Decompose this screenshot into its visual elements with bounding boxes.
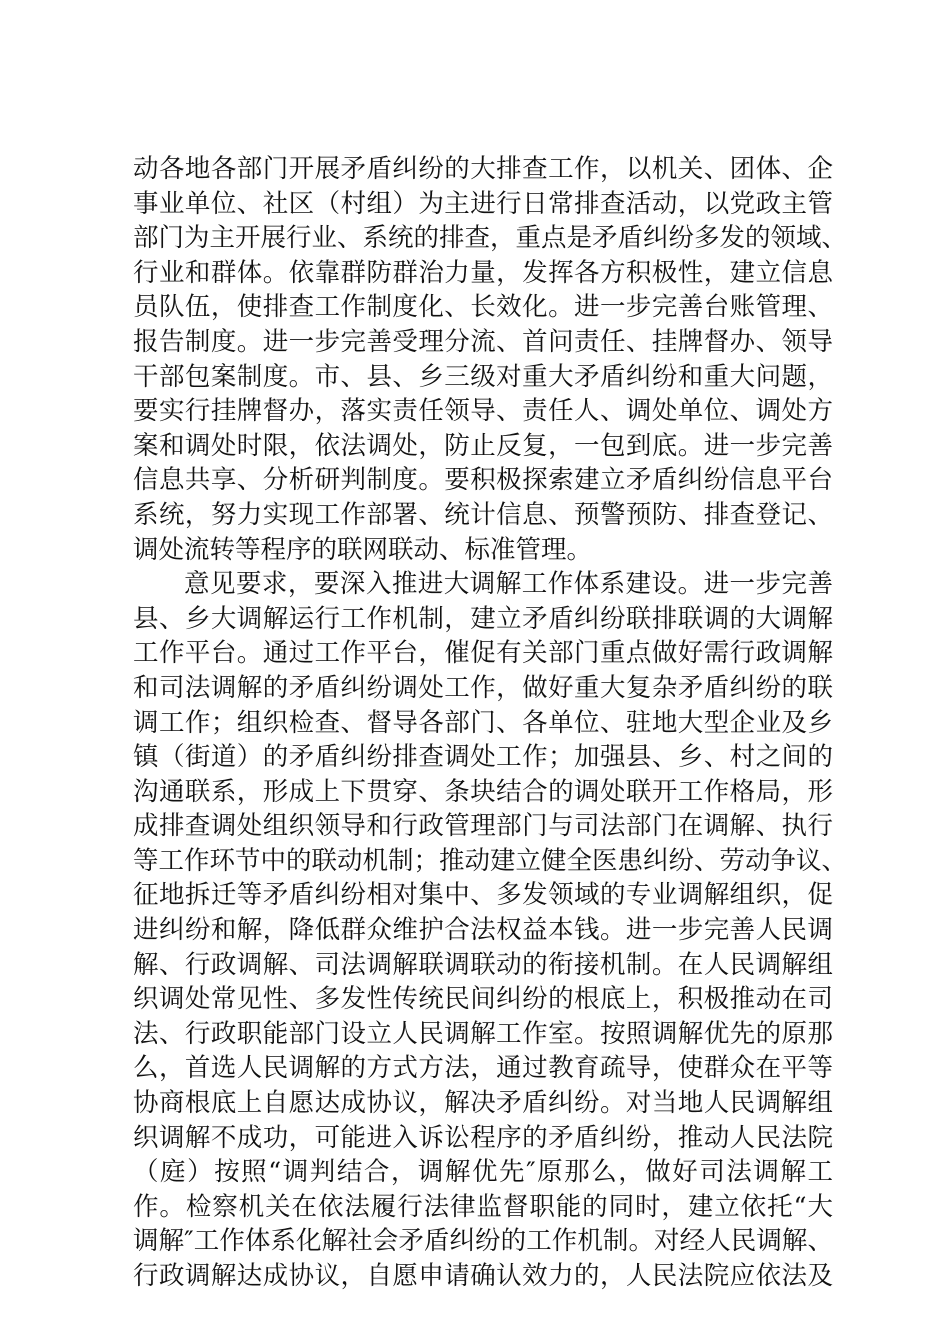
text-line: 等工作环节中的联动机制；推动建立健全医患纠纷、劳动争议、 — [133, 845, 848, 876]
text-line: 事业单位、社区（村组）为主进行日常排查活动，以党政主管 — [133, 188, 833, 219]
text-line: 动各地各部门开展矛盾纠纷的大排查工作，以机关、团体、企 — [133, 154, 833, 184]
text-line: 报告制度。进一步完善受理分流、首问责任、挂牌督办、领导 — [133, 326, 833, 357]
document-body — [133, 152, 848, 1294]
text-line: （庭）按照“调判结合，调解优先″原那么，做好司法调解工 — [133, 1157, 833, 1188]
text-line: 织调处常见性、多发性传统民间纠纷的根底上，积极推动在司 — [133, 984, 833, 1015]
text-line: 调解″工作体系化解社会矛盾纠纷的工作机制。对经人民调解、 — [133, 1226, 833, 1257]
text-line: 征地拆迁等矛盾纠纷相对集中、多发领域的专业调解组织，促 — [133, 880, 833, 911]
text-line: 案和调处时限，依法调处，防止反复，一包到底。进一步完善 — [133, 430, 833, 461]
text-line: 要实行挂牌督办，落实责任领导、责任人、调处单位、调处方 — [133, 396, 833, 427]
text-line: 调工作；组织检查、督导各部门、各单位、驻地大型企业及乡 — [133, 707, 833, 738]
text-line: 沟通联系，形成上下贯穿、条块结合的调处联开工作格局，形 — [133, 776, 833, 807]
text-line: 织调解不成功，可能进入诉讼程序的矛盾纠纷，推动人民法院 — [133, 1122, 833, 1153]
text-line: 行政调解达成协议，自愿申请确认效力的，人民法院应依法及 — [133, 1261, 833, 1291]
text-line: 县、乡大调解运行工作机制，建立矛盾纠纷联排联调的大调解 — [133, 603, 833, 634]
text-line: 和司法调解的矛盾纠纷调处工作，做好重大复杂矛盾纠纷的联 — [133, 672, 833, 703]
text-line: 协商根底上自愿达成协议，解决矛盾纠纷。对当地人民调解组 — [133, 1088, 833, 1119]
paragraph-1 — [133, 152, 848, 567]
text-line: 意见要求，要深入推进大调解工作体系建设。进一步完善 — [184, 569, 833, 600]
text-line: 信息共享、分析研判制度。要积极探索建立矛盾纠纷信息平台 — [133, 465, 833, 496]
text-line: 调处流转等程序的联网联动、标准管理。 — [133, 534, 593, 565]
text-line: 干部包案制度。市、县、乡三级对重大矛盾纠纷和重大问题， — [133, 361, 833, 392]
text-line: 么，首选人民调解的方式方法，通过教育疏导，使群众在平等 — [133, 1053, 833, 1084]
text-line: 进纠纷和解，降低群众维护合法权益本钱。进一步完善人民调 — [133, 915, 833, 946]
text-line: 解、行政调解、司法调解联调联动的衔接机制。在人民调解组 — [133, 949, 833, 980]
text-line: 镇（街道）的矛盾纠纷排查调处工作；加强县、乡、村之间的 — [133, 742, 833, 773]
text-line: 部门为主开展行业、系统的排查，重点是矛盾纠纷多发的领域、 — [133, 223, 848, 254]
text-line: 工作平台。通过工作平台，催促有关部门重点做好需行政调解 — [133, 638, 833, 669]
text-line: 员队伍，使排查工作制度化、长效化。进一步完善台账管理、 — [133, 292, 833, 323]
text-line: 法、行政职能部门设立人民调解工作室。按照调解优先的原那 — [133, 1018, 833, 1049]
text-line: 作。检察机关在依法履行法律监督职能的同时，建立依托“大 — [133, 1191, 833, 1222]
text-line: 系统，努力实现工作部署、统计信息、预警预防、排查登记、 — [133, 499, 833, 530]
text-line: 行业和群体。依靠群防群治力量，发挥各方积极性，建立信息 — [133, 257, 833, 288]
paragraph-2 — [133, 567, 848, 1293]
text-line: 成排查调处组织领导和行政管理部门与司法部门在调解、执行 — [133, 811, 833, 842]
